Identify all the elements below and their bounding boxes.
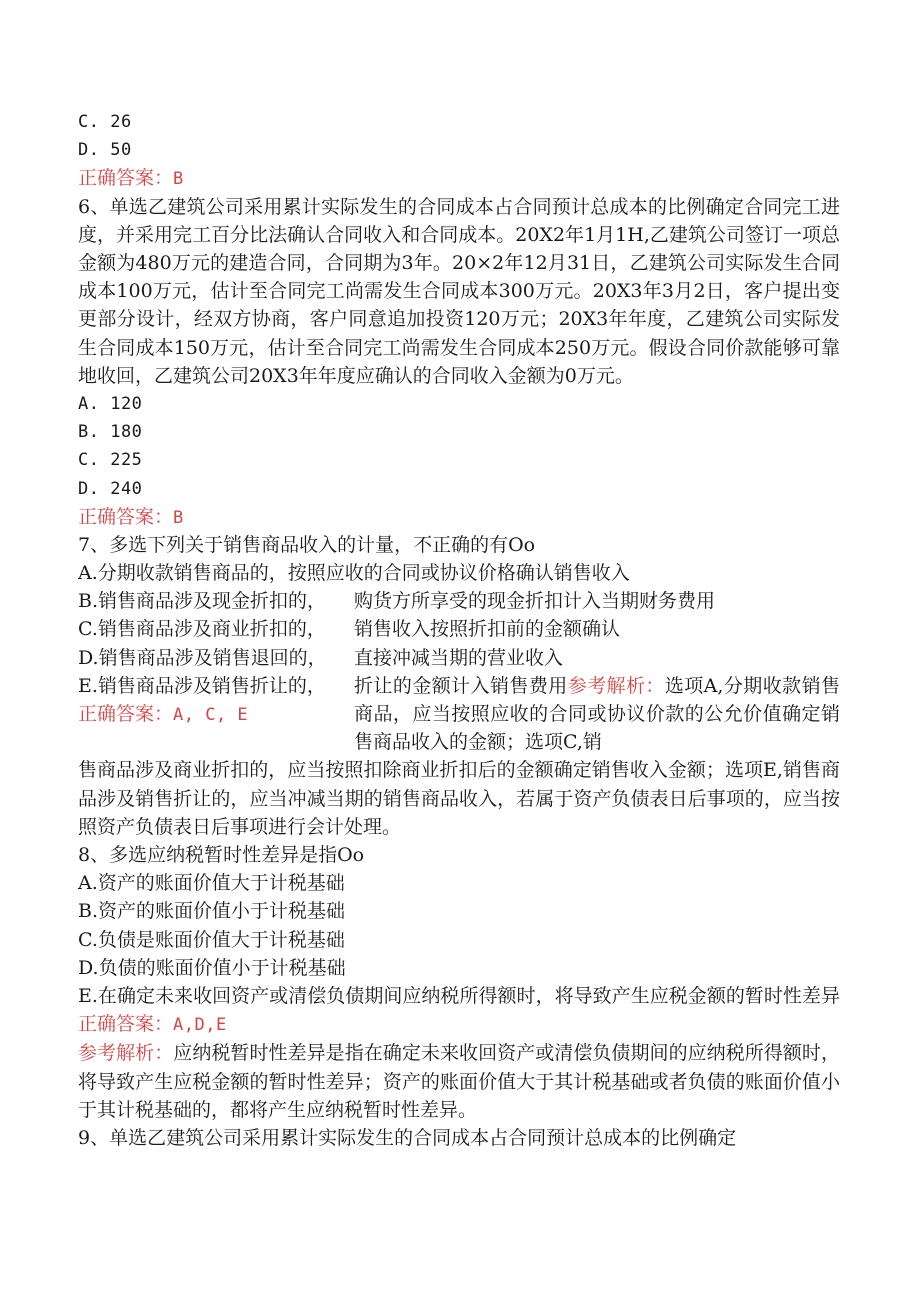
q7-answer-value: A, C, E bbox=[173, 705, 249, 726]
q7-option-d-left: D.销售商品涉及销售退回的， bbox=[78, 646, 327, 669]
q8-analysis bbox=[78, 1039, 840, 1124]
q7-analysis-first bbox=[354, 672, 840, 757]
q7-answer-label: 正确答案： bbox=[78, 703, 174, 726]
q5-answer-label: 正确答案： bbox=[78, 167, 174, 190]
q7-analysis-rest: 售商品涉及商业折扣的，应当按照扣除商业折扣后的金额确定销售收入金额；选项E,销售商品涉及销售折让的，应当冲减当期的销售商品收入，若属于资产负债表日后事项的，应当按照资产负债表日后事项进行会计处理。 bbox=[78, 759, 840, 838]
q7-option-a: A.分期收款销售商品的，按照应收的合同或协议价格确认销售收入 bbox=[78, 562, 630, 585]
q7-analysis-part1: 选项A,分期收款销售商品，应当按照应收的合同或协议价款的公允价值确定销售商品收入的金额；选项C,销 bbox=[354, 674, 840, 754]
q7-option-b-left: B.销售商品涉及现金折扣的， bbox=[78, 590, 327, 613]
q8-option-e-text: E.在确定未来收回资产或清偿负债期间应纳税所得额时，将导致产生应税金额的暂时性差异 bbox=[78, 984, 840, 1007]
q6-option-a: A. 120 bbox=[78, 393, 143, 414]
q5-option-c: C. 26 bbox=[78, 112, 132, 132]
q7-option-d bbox=[78, 644, 840, 672]
q8-analysis-text: 应纳税暂时性差异是指在确定未来收回资产或清偿负债期间的应纳税所得额时，将导致产生应税金额的暂时性差异；资产的账面价值大于其计税基础或者负债的账面价值小于其计税基础的，都将产生应纳税暂时性差异。 bbox=[78, 1042, 840, 1121]
q5-answer bbox=[78, 164, 840, 192]
q7-stem: 7、多选下列关于销售商品收入的计量，不正确的有Oo bbox=[78, 533, 536, 556]
q6-answer-value: B bbox=[173, 507, 184, 528]
q7-option-b bbox=[78, 587, 840, 615]
q8-analysis-label: 参考解析： bbox=[78, 1042, 174, 1065]
q9-stem: 9、单选乙建筑公司采用累计实际发生的合同成本占合同预计总成本的比例确定 bbox=[78, 1126, 737, 1149]
q5-option-d: D. 50 bbox=[78, 140, 132, 161]
q8-option-d: D.负债的账面价值小于计税基础 bbox=[78, 956, 346, 979]
q5-answer-value: B bbox=[173, 169, 184, 190]
q7-analysis-label: 参考解析： bbox=[567, 674, 665, 697]
q7-option-c-right: 销售收入按照折扣前的金额确认 bbox=[354, 618, 621, 641]
q6-answer-label: 正确答案： bbox=[78, 505, 174, 528]
q7-option-c-left: C.销售商品涉及商业折扣的， bbox=[78, 618, 326, 641]
q7-option-e-left: E.销售商品涉及销售折让的， bbox=[78, 674, 326, 697]
q7-option-e-block bbox=[78, 672, 840, 757]
q7-option-b-right: 购货方所享受的现金折扣计入当期财务费用 bbox=[354, 590, 716, 613]
q7-option-c bbox=[78, 615, 840, 643]
q6-stem: 6、单选乙建筑公司采用累计实际发生的合同成本占合同预计总成本的比例确定合同完工进度，并采用完工百分比法确认合同收入和合同成本。20X2年1月1H,乙建筑公司签订一项总金额为480万元的建造合同，合同期为3年。20×2年12月31日，乙建筑公司实际发生合同成本100万元，估计至合同完工尚需发生合同成本300万元。20X3年3月2日，客户提出变更部分设计，经双方协商，客户同意追加投资120万元；20X3年年度，乙建筑公司实际发生合同成本150万元，估计至合同完工尚需发生合同成本250万元。假设合同价款能够可靠地收回，乙建筑公司20X3年年度应确认的合同收入金额为0万元。 bbox=[78, 195, 840, 387]
q8-answer-value: A,D,E bbox=[173, 1015, 227, 1036]
q6-option-c: C. 225 bbox=[78, 450, 143, 471]
q8-stem: 8、多选应纳税暂时性差异是指Oo bbox=[78, 844, 365, 867]
q6-answer bbox=[78, 503, 840, 531]
q8-option-b: B.资产的账面价值小于计税基础 bbox=[78, 900, 346, 923]
q8-option-e bbox=[78, 982, 840, 1039]
q7-option-d-right: 直接冲减当期的营业收入 bbox=[354, 646, 564, 669]
document-page bbox=[78, 108, 840, 1152]
q8-option-a: A.资产的账面价值大于计税基础 bbox=[78, 872, 345, 895]
q6-option-d: D. 240 bbox=[78, 478, 143, 499]
q6-option-b: B. 180 bbox=[78, 422, 143, 443]
q8-option-c: C.负债是账面价值大于计税基础 bbox=[78, 928, 345, 951]
q7-option-e-right: 折让的金额计入销售费用 bbox=[354, 674, 568, 697]
q8-answer-label: 正确答案： bbox=[78, 1013, 174, 1036]
